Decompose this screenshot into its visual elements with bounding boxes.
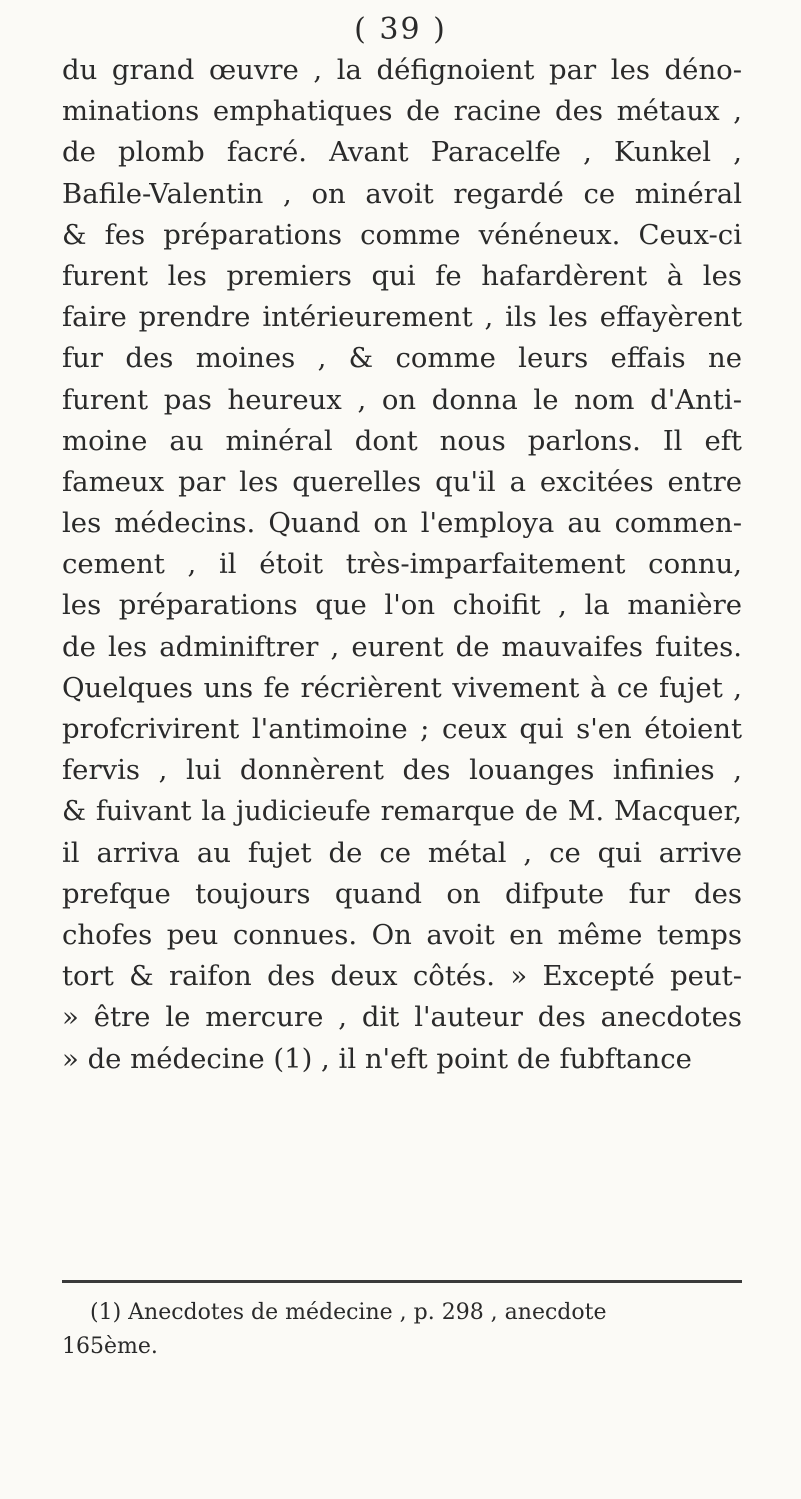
text-line: les préparations que l'on choifit , la manière <box>62 589 742 622</box>
text-line: fameux par les querelles qu'il a excitées entre <box>62 465 742 498</box>
text-line: furent pas heureux , on donna le nom d'Anti- <box>62 383 742 416</box>
body-text <box>62 50 742 1080</box>
text-line: prefque toujours quand on difpute fur des <box>62 877 742 910</box>
footnote <box>62 1296 742 1364</box>
text-line: fervis , lui donnèrent des louanges infinies , <box>62 754 742 787</box>
footnote-line: 165ème. <box>62 1334 158 1359</box>
text-line: profcrivirent l'antimoine ; ceux qui s'en étoient <box>62 713 742 745</box>
text-line: de les adminiftrer , eurent de mauvaifes fuites. <box>62 630 742 663</box>
page-number: ( 39 ) <box>354 12 447 47</box>
text-line: » être le mercure , dit l'auteur des anecdotes <box>62 1001 742 1034</box>
text-line: & fes préparations comme vénéneux. Ceux-ci <box>62 218 742 251</box>
text-line: moine au minéral dont nous parlons. Il eft <box>62 424 742 457</box>
text-line: tort & raifon des deux côtés. » Excepté peut- <box>62 960 742 993</box>
text-line: furent les premiers qui fe hafardèrent à les <box>62 259 742 292</box>
text-line: Quelques uns fe récrièrent vivement à ce fujet , <box>62 671 742 704</box>
text-line: fur des moines , & comme leurs effais ne <box>62 342 742 375</box>
text-line: faire prendre intérieurement , ils les effayèrent <box>62 301 742 334</box>
text-line: les médecins. Quand on l'employa au commen- <box>62 507 742 540</box>
text-line: il arriva au fujet de ce métal , ce qui arrive <box>62 836 742 869</box>
text-line: cement , il étoit très-imparfaitement connu, <box>62 548 742 581</box>
footnote-line: (1) Anecdotes de médecine , p. 298 , anecdote <box>90 1300 607 1325</box>
text-line: » de médecine (1) , il n'eft point de fubftance <box>62 1042 692 1075</box>
text-line: minations emphatiques de racine des métaux , <box>62 95 742 128</box>
text-line: de plomb facré. Avant Paracelfe , Kunkel , <box>62 136 742 169</box>
footnote-rule <box>62 1280 742 1283</box>
text-line: Bafile-Valentin , on avoit regardé ce minéral <box>62 177 742 210</box>
text-line: & fuivant la judicieufe remarque de M. Macquer, <box>62 796 742 828</box>
text-line: du grand œuvre , la défignoient par les déno- <box>62 54 742 86</box>
text-line: chofes peu connues. On avoit en même temps <box>62 918 742 951</box>
